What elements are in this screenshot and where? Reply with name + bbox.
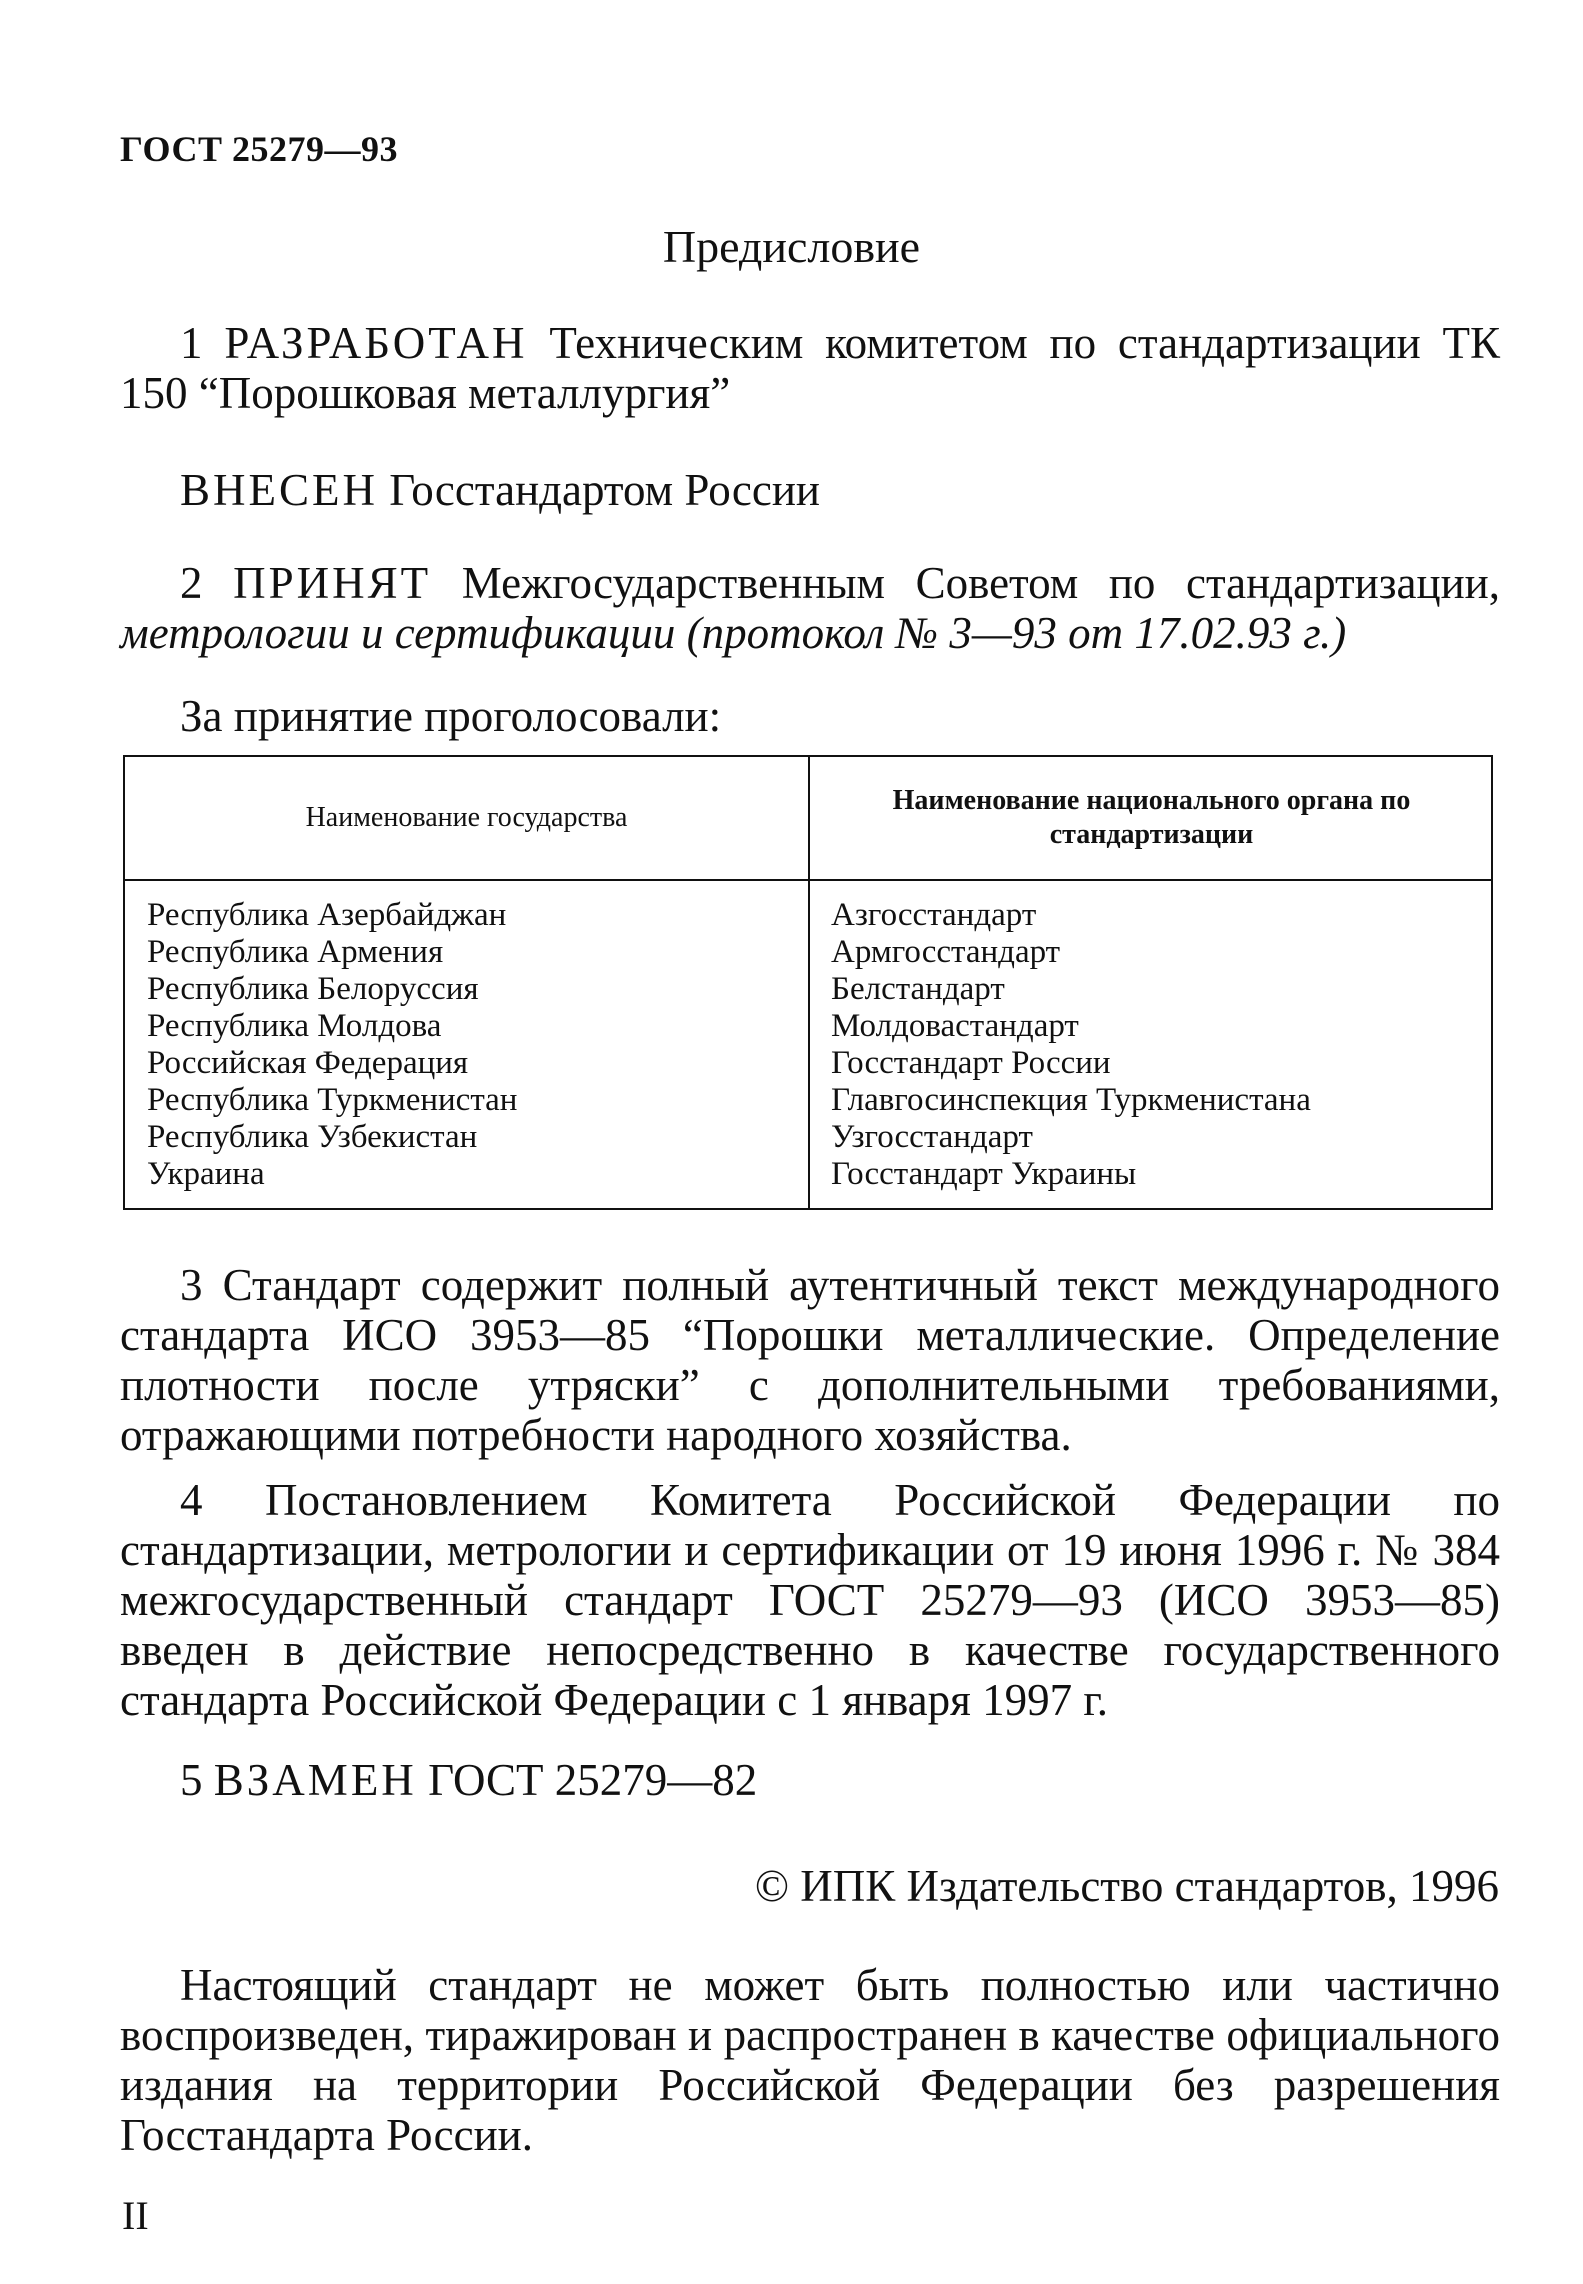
section-1-keyword: РАЗРАБОТАН: [224, 318, 528, 368]
table-cell-agency: Госстандарт Украины: [831, 1156, 1137, 1192]
section-3-text: Стандарт содержит полный аутентичный текст международного стандарта ИСО 3953—85 “Порошки металлические. Определение плотности после утряски” с дополнительными требованиями, отражающими потребности народного хозяйства.: [120, 1260, 1501, 1460]
vote-heading: За принятие проголосовали:: [180, 691, 722, 741]
section-2-italic-text: метрологии и сертификации (протокол № 3—93 от 17.02.93 г.): [120, 608, 1347, 658]
section-2-adopted: [120, 558, 1500, 658]
table-cell-state: Республика Туркменистан: [147, 1082, 518, 1118]
reproduction-notice: [120, 1960, 1500, 2160]
section-1b-keyword: ВНЕСЕН: [180, 465, 378, 515]
notice-text: Настоящий стандарт не может быть полностью или частично воспроизведен, тиражирован и распространен в качестве официального издания на территории Российской Федерации без разрешения Госстандарта России.: [120, 1960, 1500, 2160]
table-header-divider: [125, 879, 1491, 881]
section-1-developed: [120, 318, 1500, 418]
table-header-state: Наименование государства: [305, 802, 628, 833]
section-2-text: Межгосударственным Советом по стандартизации,: [461, 558, 1500, 608]
section-3-content: [120, 1260, 1500, 1460]
section-1-text: Техническим комитетом по стандартизации ТК 150 “Порошковая металлургия”: [120, 318, 1500, 418]
voting-table: [123, 755, 1493, 1210]
section-4-number: 4: [180, 1475, 203, 1525]
page-number: II: [122, 2193, 149, 2238]
table-cell-agency: Госстандарт России: [831, 1045, 1111, 1081]
state-list: [147, 897, 517, 1193]
table-cell-state: Российская Федерация: [147, 1045, 469, 1081]
agency-list: [831, 897, 1311, 1193]
table-cell-agency: Армгосстандарт: [831, 934, 1061, 970]
copyright-line: © ИПК Издательство стандартов, 1996: [754, 1861, 1499, 1911]
section-4-text: Постановлением Комитета Российской Федерации по стандартизации, метрологии и сертификации от 19 июня 1996 г. № 384 межгосударственный стандарт ГОСТ 25279—93 (ИСО 3953—85) введен в действие непосредственно в качестве государственного стандарта Российской Федерации с 1 января 1997 г.: [120, 1475, 1500, 1725]
section-1b-text: Госстандартом России: [389, 465, 821, 515]
section-3-number: 3: [180, 1260, 203, 1310]
table-cell-state: Республика Молдова: [147, 1008, 442, 1044]
table-cell-state: Украина: [147, 1156, 265, 1192]
section-5-text: ГОСТ 25279—82: [428, 1755, 758, 1805]
table-cell-agency: Узгосстандарт: [831, 1119, 1033, 1155]
section-5-number: 5: [180, 1755, 203, 1805]
document-code-header: ГОСТ 25279—93: [120, 129, 398, 169]
section-5-replaces: [120, 1755, 1500, 1805]
table-cell-state: Республика Армения: [147, 934, 444, 970]
table-cell-state: Республика Азербайджан: [147, 897, 507, 933]
table-cell-state: Республика Белоруссия: [147, 971, 479, 1007]
section-2-number: 2: [180, 558, 203, 608]
section-4-enactment: [120, 1475, 1500, 1725]
table-header-agency: Наименование национального органа по стандартизации: [892, 785, 1411, 850]
table-cell-agency: Белстандарт: [831, 971, 1005, 1007]
section-1-number: 1: [180, 318, 203, 368]
table-cell-agency: Молдовастандарт: [831, 1008, 1079, 1044]
section-5-keyword: ВЗАМЕН: [213, 1755, 417, 1805]
table-cell-agency: Главгосинспекция Туркменистана: [831, 1082, 1311, 1118]
section-1-introduced: [120, 465, 1500, 515]
section-2-keyword: ПРИНЯТ: [233, 558, 432, 608]
table-cell-agency: Азгосстандарт: [831, 897, 1037, 933]
table-cell-state: Республика Узбекистан: [147, 1119, 478, 1155]
preface-title: Предисловие: [662, 221, 921, 272]
